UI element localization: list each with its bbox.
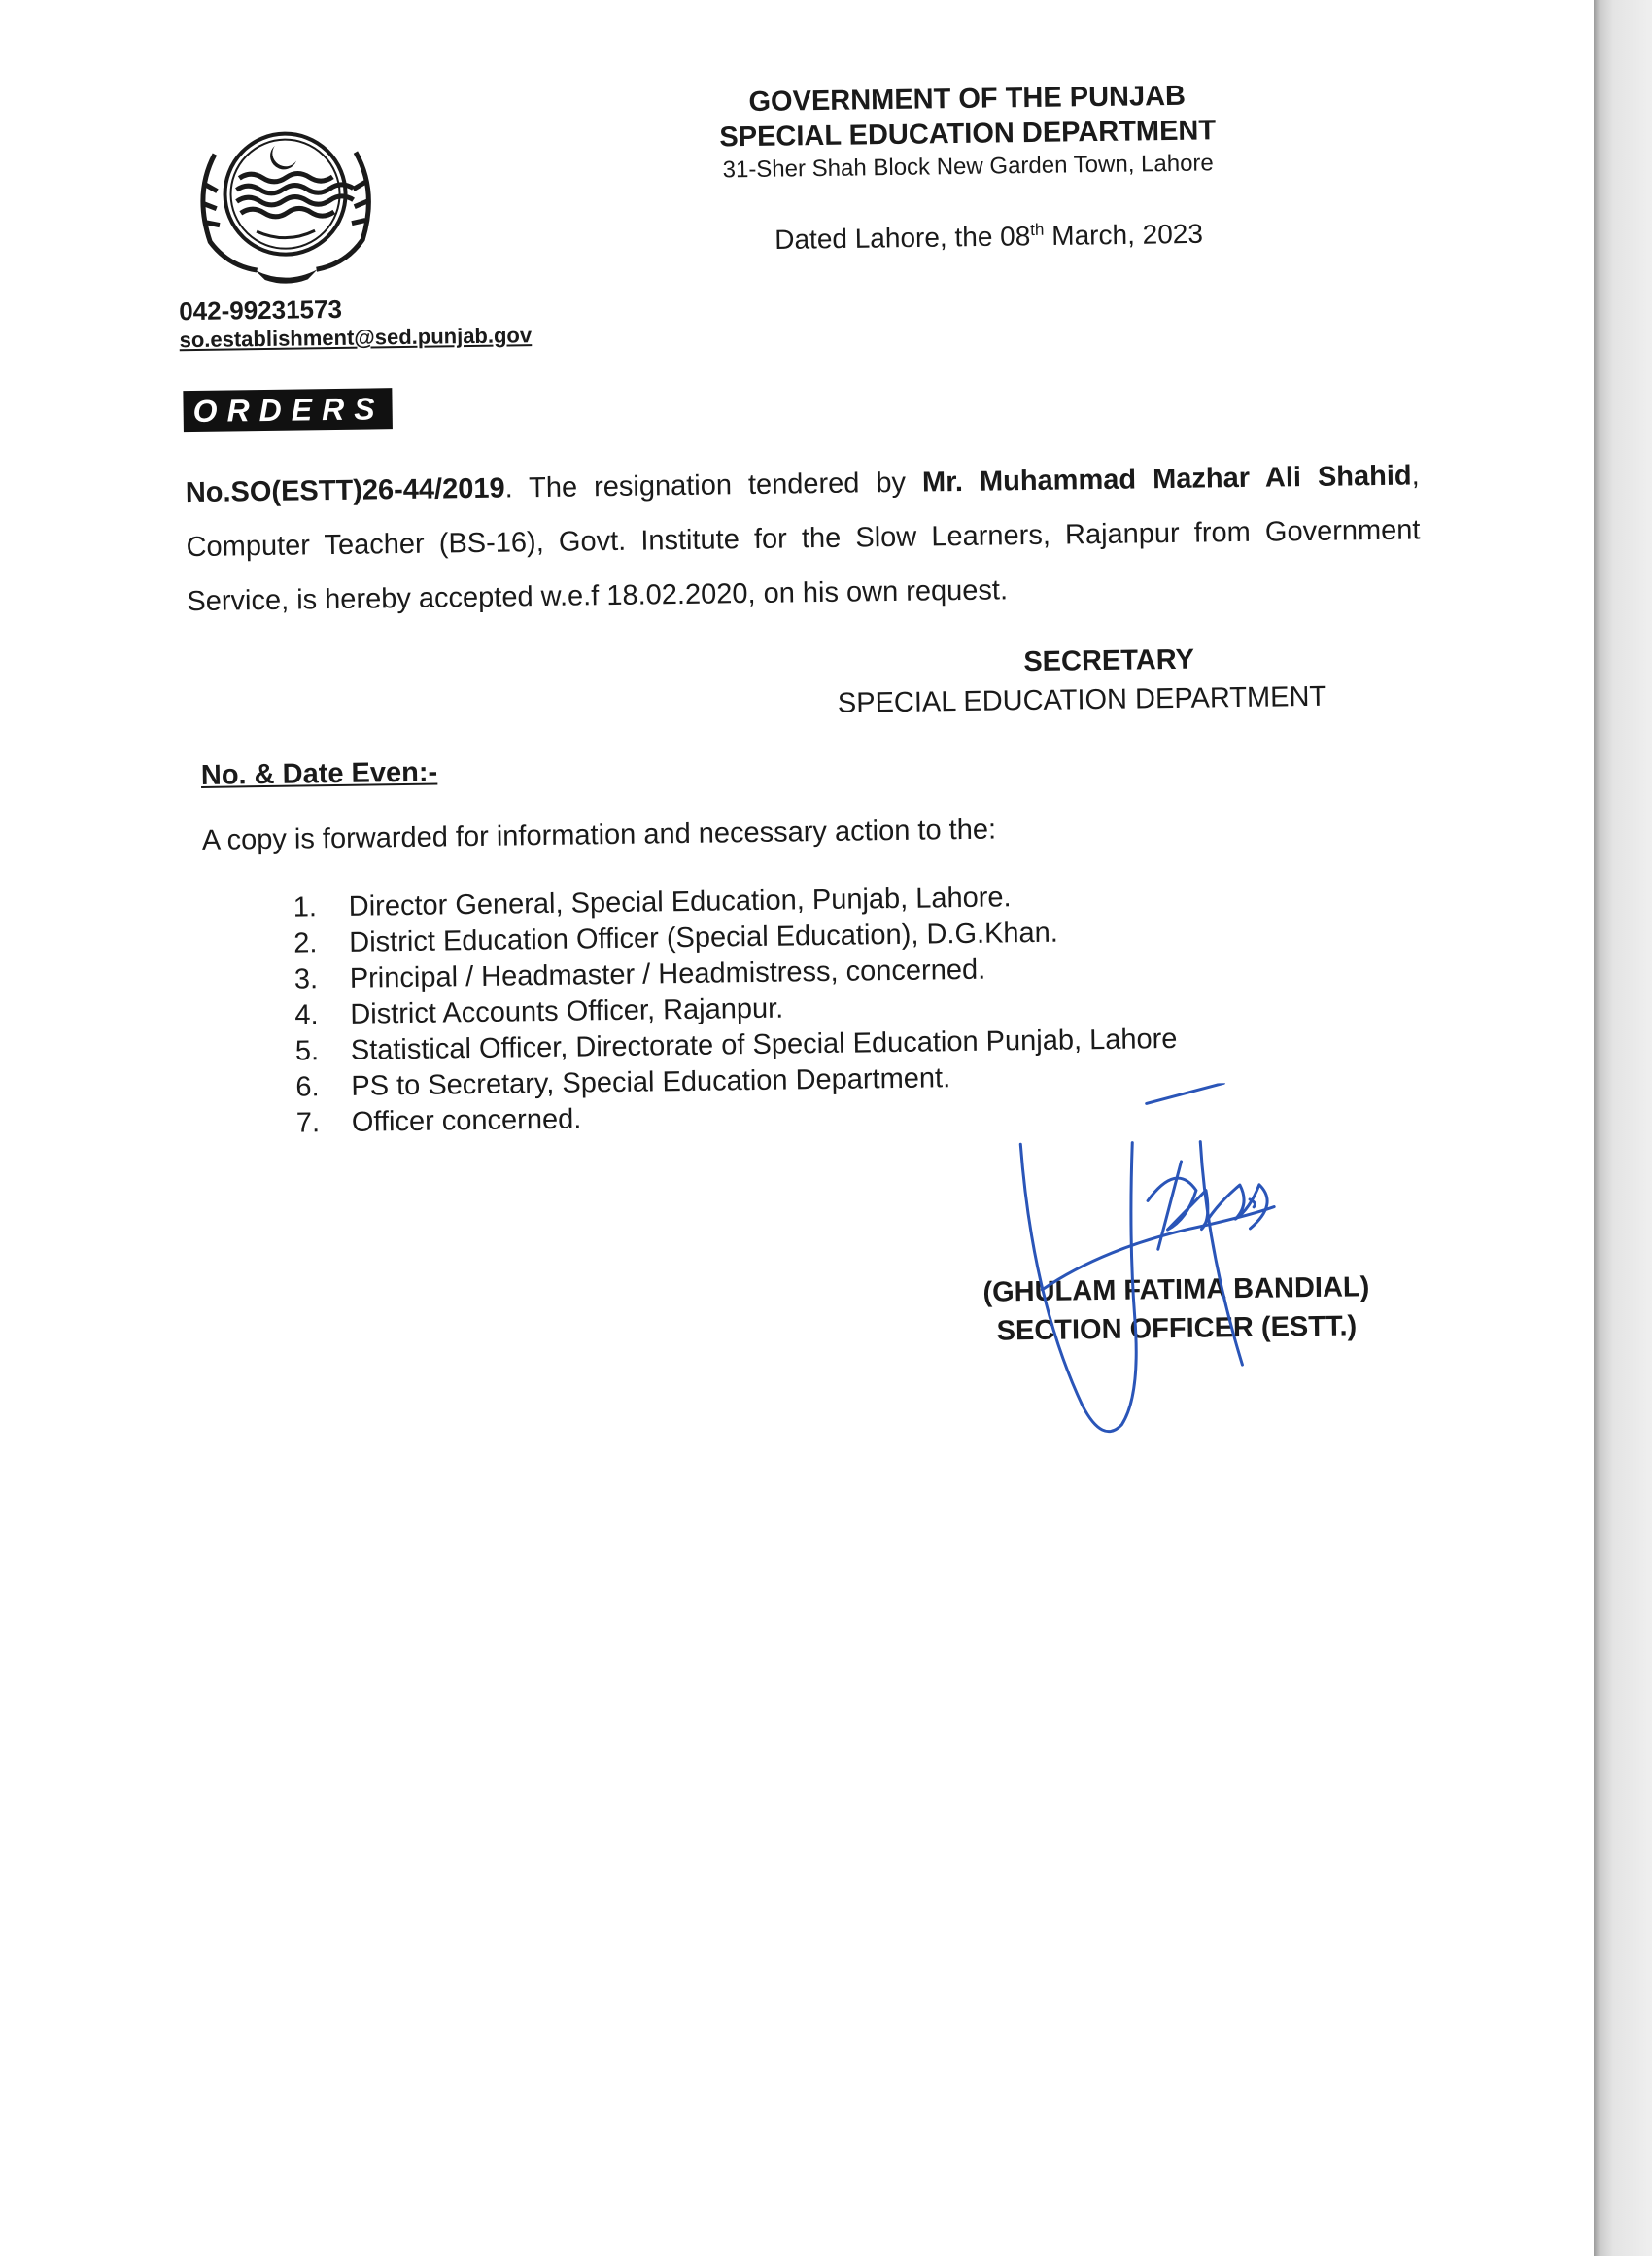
copy-forwarded-intro: A copy is forwarded for information and necessary action to the: xyxy=(201,814,997,856)
list-item-text: District Accounts Officer, Rajanpur. xyxy=(350,992,784,1030)
no-date-even-heading: No. & Date Even:- xyxy=(200,756,438,791)
department-title: SPECIAL EDUCATION DEPARTMENT xyxy=(719,115,1217,154)
list-item-text: Officer concerned. xyxy=(351,1103,582,1138)
list-item-number: 7. xyxy=(295,1107,321,1139)
signatory-designation: SECTION OFFICER (ESTT.) xyxy=(996,1310,1358,1347)
list-item-text: PS to Secretary, Special Education Department. xyxy=(351,1062,951,1102)
list-item-text: District Education Officer (Special Education), D.G.Khan. xyxy=(349,917,1059,958)
secretary-title: SECRETARY xyxy=(1023,643,1195,678)
handwritten-signature-icon xyxy=(1000,1082,1317,1475)
scan-edge-right xyxy=(1594,0,1652,2256)
list-item-number: 5. xyxy=(294,1035,320,1067)
list-item-text: Statistical Officer, Directorate of Special Education Punjab, Lahore xyxy=(350,1023,1178,1066)
list-item-number: 6. xyxy=(295,1071,320,1103)
department-address: 31-Sher Shah Block New Garden Town, Lahore xyxy=(722,150,1214,184)
orders-heading: ORDERS xyxy=(183,388,392,432)
order-paragraph xyxy=(185,448,1421,629)
punjab-emblem-icon xyxy=(186,122,387,286)
date-ordinal: th xyxy=(1030,220,1045,239)
list-item-number: 4. xyxy=(294,999,319,1031)
secretary-department: SPECIAL EDUCATION DEPARTMENT xyxy=(837,680,1327,719)
order-reference-number: No.SO(ESTT)26-44/2019 xyxy=(185,472,505,509)
list-item-number: 3. xyxy=(293,963,319,995)
list-item-number: 2. xyxy=(293,927,318,959)
phone-number: 042-99231573 xyxy=(179,294,343,327)
letterhead xyxy=(666,78,1269,188)
dated-line xyxy=(774,218,1203,255)
list-item-text: Director General, Special Education, Punjab, Lahore. xyxy=(348,882,1012,922)
government-title: GOVERNMENT OF THE PUNJAB xyxy=(748,80,1187,119)
list-item-text: Principal / Headmaster / Headmistress, concerned. xyxy=(349,954,986,994)
email-address: so.establishment@sed.punjab.gov xyxy=(179,323,533,353)
employee-name: Mr. Muhammad Mazhar Ali Shahid xyxy=(921,460,1412,499)
order-text-body: , Computer Teacher (BS-16), Govt. Institute for the Slow Learners, Rajanpur from Government Service, is hereby accepted w.e.f 18.02.2020, on his own request. xyxy=(186,460,1421,618)
date-prefix: Dated Lahore, the 08 xyxy=(774,221,1031,255)
date-suffix: March, 2023 xyxy=(1044,218,1204,252)
order-text-intro: . The resignation tendered by xyxy=(504,467,923,504)
contact-block xyxy=(179,291,532,354)
list-item-number: 1. xyxy=(293,891,318,923)
signatory-name: (GHULAM FATIMA BANDIAL) xyxy=(982,1271,1370,1308)
